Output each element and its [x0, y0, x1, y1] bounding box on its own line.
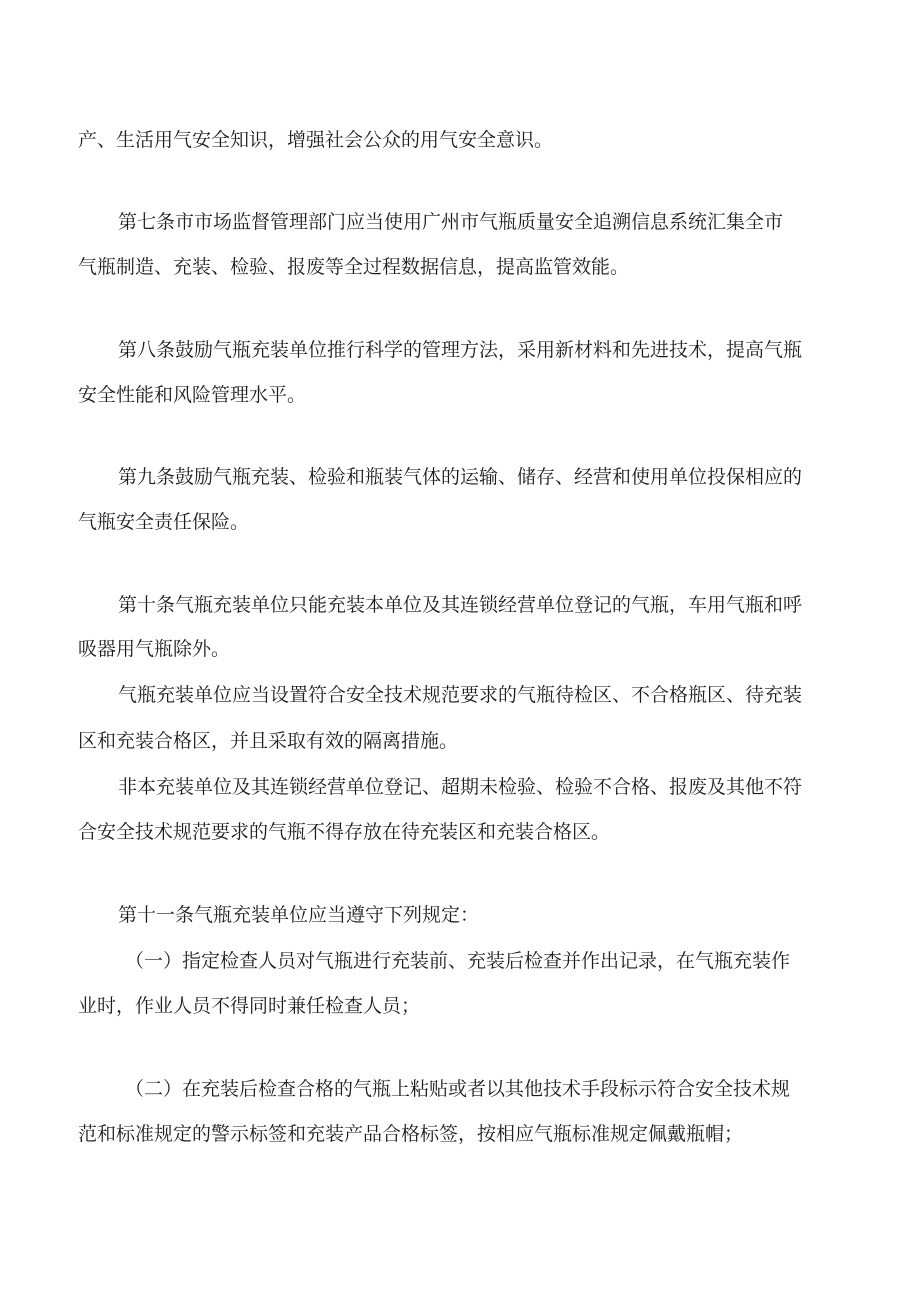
- article-8-line-2: 安全性能和风险管理水平。: [78, 384, 307, 406]
- article-10-line-2: 吸器用气瓶除外。: [78, 638, 231, 660]
- paragraph-intro-continuation: 产、生活用气安全知识，增强社会公众的用气安全意识。: [78, 129, 554, 151]
- article-7-line-2: 气瓶制造、充装、检验、报废等全过程数据信息，提高监管效能。: [78, 256, 630, 278]
- article-9-line-2: 气瓶安全责任保险。: [78, 511, 250, 533]
- article-11-item-2-line-2: 范和标准规定的警示标签和充装产品合格标签，按相应气瓶标准规定佩戴瓶帽；: [78, 1123, 744, 1145]
- article-11-item-2-line-1: （二）在充装后检查合格的气瓶上粘贴或者以其他技术手段标示符合安全技术规: [125, 1078, 791, 1100]
- article-9-line-1: 第九条鼓励气瓶充装、检验和瓶装气体的运输、储存、经营和使用单位投保相应的: [118, 466, 803, 488]
- article-10-para-3-line-2: 合安全技术规范要求的气瓶不得存放在待充装区和充装合格区。: [78, 821, 611, 843]
- article-7-line-1: 第七条市市场监督管理部门应当使用广州市气瓶质量安全追溯信息系统汇集全市: [118, 211, 784, 233]
- article-11-heading: 第十一条气瓶充装单位应当遵守下列规定：: [118, 904, 480, 926]
- article-10-line-1: 第十条气瓶充装单位只能充装本单位及其连锁经营单位登记的气瓶，车用气瓶和呼: [118, 594, 803, 616]
- article-10-para-2-line-2: 区和充装合格区，并且采取有效的隔离措施。: [78, 730, 459, 752]
- article-11-item-1-line-1: （一）指定检查人员对气瓶进行充装前、充装后检查并作出记录，在气瓶充装作: [125, 950, 791, 972]
- article-10-para-3-line-1: 非本充装单位及其连锁经营单位登记、超期未检验、检验不合格、报废及其他不符: [118, 776, 803, 798]
- article-8-line-1: 第八条鼓励气瓶充装单位推行科学的管理方法，采用新材料和先进技术，提高气瓶: [118, 339, 803, 361]
- article-11-item-1-line-2: 业时，作业人员不得同时兼任检查人员；: [78, 995, 421, 1017]
- article-10-para-2-line-1: 气瓶充装单位应当设置符合安全技术规范要求的气瓶待检区、不合格瓶区、待充装: [118, 684, 803, 706]
